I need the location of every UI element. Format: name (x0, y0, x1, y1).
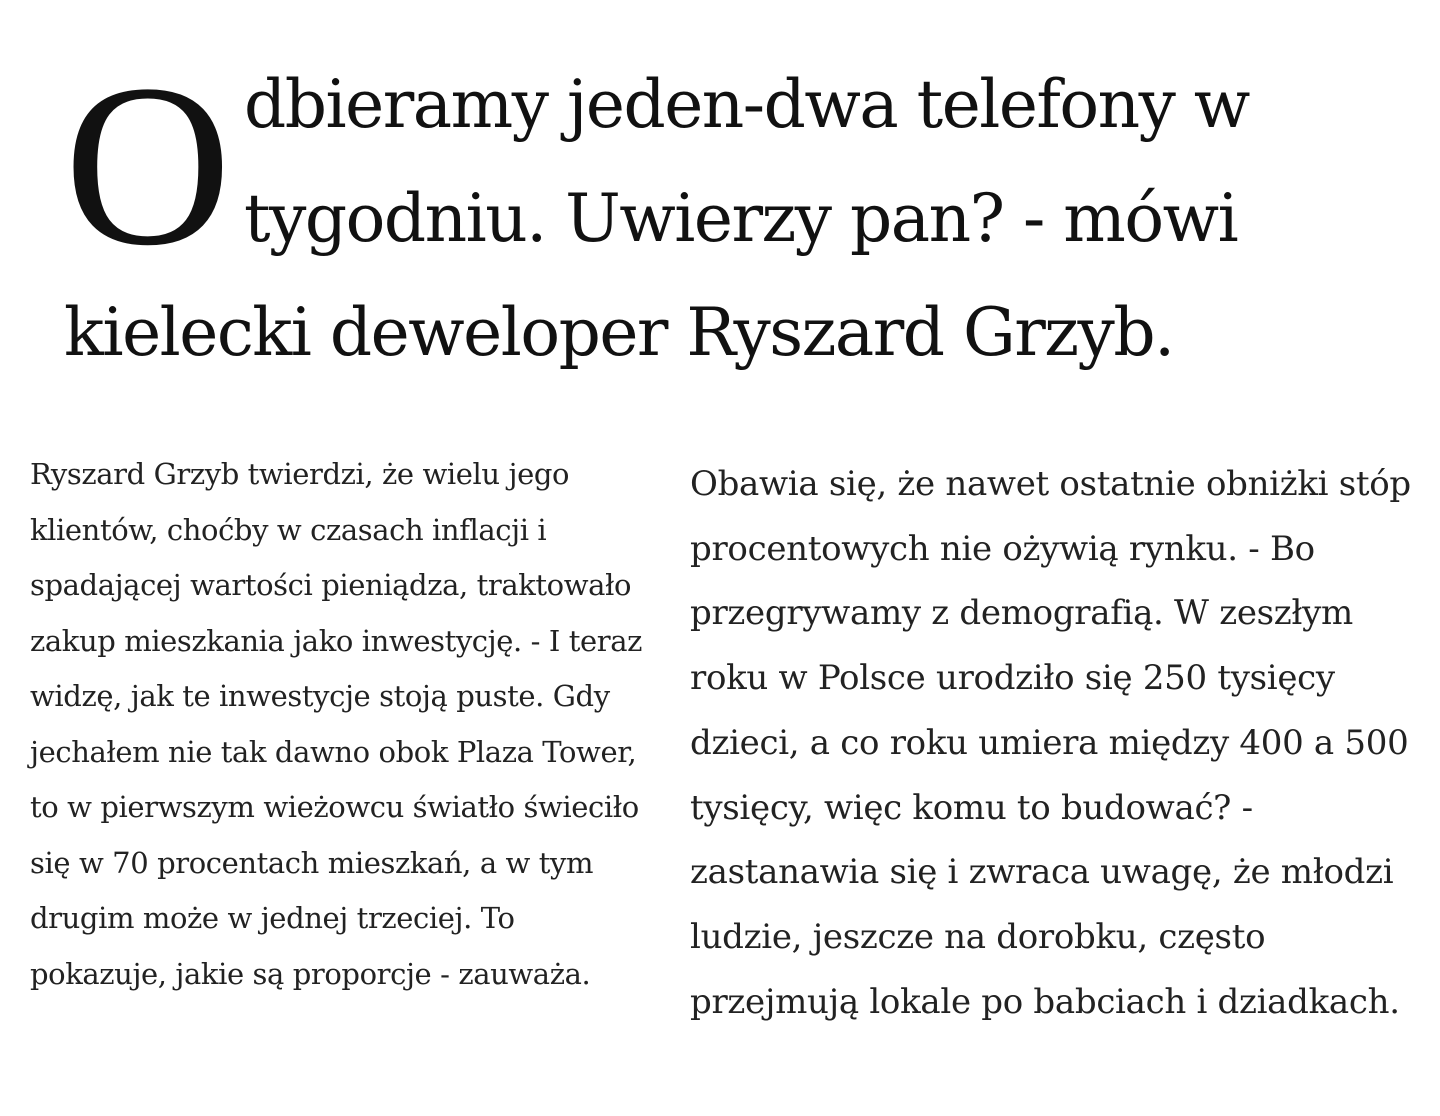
lead-text: dbieramy jeden-dwa telefony w tygodniu. Uwierzy pan? - mówi kielecki deweloper Ryszard Grzyb. (64, 66, 1249, 371)
paragraph-left: Ryszard Grzyb twierdzi, że wielu jego klientów, choćby w czasach inflacji i spadającej wartości pieniądza, traktowało zakup mieszkania jako inwestycję. - I teraz widzę, jak te inwestycje stoją puste. Gdy jechałem nie tak dawno obok Plaza Tower, to w pierwszym wieżowcu światło świeciło się w 70 procentach mieszkań, a w tym drugim może w jednej trzeciej. To pokazuje, jakie są proporcje - zauważa. (30, 457, 642, 991)
drop-cap: O (64, 37, 231, 294)
article-lead (64, 37, 1384, 390)
paragraph-right: Obawia się, że nawet ostatnie obniżki stóp procentowych nie ożywią rynku. - Bo przegrywamy z demografią. W zeszłym roku w Polsce urodziło się 250 tysięcy dzieci, a co roku umiera między 400 a 500 tysięcy, więc komu to budować? - zastanawia się i zwraca uwagę, że młodzi ludzie, jeszcze na dorobku, często przejmują lokale po babciach i dziadkach. (690, 464, 1411, 1022)
